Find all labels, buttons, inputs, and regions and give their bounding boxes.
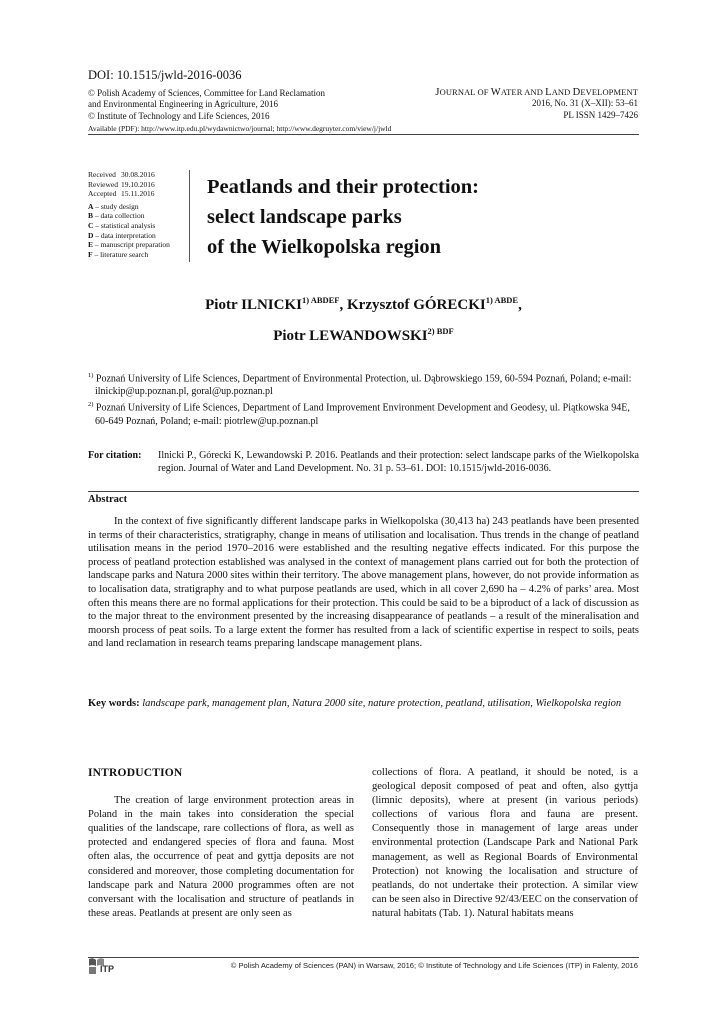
author-name: Krzysztof GÓRECKI (347, 297, 486, 313)
column-left (88, 766, 354, 921)
abstract-text: In the context of five significantly different landscape parks in Wielkopolska (30,413 ha) 243 peatlands have been presented in terms of their characteristics, stratigraphy, change in means of utilisation and localisation. Thus trends in the change of peatland utilisation means in the period 1970–2016 were established and the resulting negative effects indicated. For this purpose the process of peatland protection established was analysed in the context of management plans carried out for both the protection of landscape parks and Natura 2000 sites within their territory. The above management plans, however, do not provide information as to localisation data, stratigraphy and to what purpose peatlands are used, which in all cover 2,690 ha – 4.2% of parks’ area. Most often this means there are no formal applications for their protection. This could be said to be a biproduct of a lack of discussion as to the major threat to the environment presented by the increasing disappearance of peatlands – a result of the mineralisation and moorsh process of peat soils. To a large extent the former has resulted from a lack of scientific expertise in respect to soils, peats and land reclamation in research teams preparing landscape management plans. (88, 516, 639, 650)
contribution-item: C – statistical analysis (88, 220, 156, 230)
title-line: select landscape parks (207, 206, 402, 228)
affiliation: $^{2)}$ Poznań University of Life Sciences, Department of Land Improvement Environment Development and Geodesy, ul. Piątkowska 94E, 60-649 Poznań, Poland; e-mail: piotrlew@up.poznan.pl (88, 401, 630, 427)
keywords (88, 697, 639, 711)
author-list: Piotr $ILNICKI^{1) ABDEF}$, Krzysztof $GÓRECKI^{1) ABDE}$, Piotr $LEWANDOWSKI^{2) BDF}$ (205, 295, 522, 344)
meta-divider (189, 170, 190, 262)
keywords-label: Key words: (88, 698, 140, 709)
header-divider (88, 134, 639, 135)
contribution-item: A – study design (88, 201, 139, 211)
body-paragraph: collections of flora. A peatland, it should be noted, is a geological deposit composed of peat and often, also gyttja (limnic deposits), where at present (in various periods) collections of various flora and fauna are present. Consequently those in management of large areas under environmental protection (Landscape Park and National Park management, as well as Regional Boards of Environmental Protection) not knowing the localisation and structure of peatlands, do not undertake their protection. A similar view can be seen also in Directive 92/43/EEC on the conservation of natural habitats (Tab. 1). Natural habitats means (372, 767, 638, 919)
doi: DOI: 10.1515/jwld-2016-0036 (88, 68, 242, 82)
section-heading: INTRODUCTION (88, 767, 183, 779)
author-sup: 1) ABDE (485, 295, 519, 305)
article-dates (88, 170, 192, 259)
journal-issue: 2016, No. 31 (X–XII): 53–61 (532, 98, 638, 109)
journal-block (338, 87, 638, 121)
received-date: Received 30.08.2016 (88, 170, 155, 179)
citation-divider (88, 491, 639, 492)
paper-title (207, 172, 637, 262)
contribution-item: E – manuscript preparation (88, 240, 170, 250)
journal-issn: PL ISSN 1429–7426 (563, 109, 638, 120)
accepted-date: Accepted 15.11.2016 (88, 189, 155, 199)
copyright-line: © Institute of Technology and Life Sciences, 2016 (88, 110, 270, 121)
column-right (372, 766, 638, 921)
itp-logo (88, 956, 122, 978)
affiliations (88, 369, 639, 428)
body-paragraph: The creation of large environment protection areas in Poland in the main takes into consideration the special qualities of the landscape, rare collections of flora, as well as protected and endangered species of flora and fauna. Most often alas, the occurrence of peat and gyttja deposits are not considered and moreover, those completing documentation for landscape park and Natura 2000 programmes often are not conversant with the localisation and structure of peatlands in these areas. Peatlands at present are only seen as (88, 795, 354, 919)
title-line: of the Wielkopolska region (207, 236, 442, 258)
copyright-line: and Environmental Engineering in Agriculture, 2016 (88, 99, 278, 110)
citation-text: Ilnicki P., Górecki K, Lewandowski P. 2016. Peatlands and their protection: select landscape parks of the Wielkopolska region. Journal of Water and Land Development. No. 31 p. 53–61. DOI: 10.1515/jwld-2016-0036. (158, 450, 639, 475)
keywords-value: landscape park, management plan, Natura 2000 site, nature protection, peatland, utilisation, Wielkopolska region (142, 698, 622, 709)
affiliation: $^{1)}$ Poznań University of Life Sciences, Department of Environmental Protection, ul. Dąbrowskiego 159, 60-594 Poznań, Poland; e-mail: ilnickip@up.poznan.pl, goral@up.poznan.pl (88, 372, 632, 398)
author-sup: 1) ABDEF (301, 295, 340, 305)
contribution-item: B – data collection (88, 211, 145, 221)
citation-label: For citation: (88, 450, 142, 461)
footer-divider (88, 957, 639, 958)
itp-logo-text: ITP (100, 964, 115, 974)
citation (88, 449, 639, 476)
available-links: Available (PDF): http://www.itp.edu.pl/wydawnictwo/journal; http://www.degruyter.com/view/j/jwld (88, 124, 392, 133)
footer-copyright: © Polish Academy of Sciences (PAN) in Warsaw, 2016; © Institute of Technology and Life Sciences (ITP) in Falenty, 2016 (230, 961, 638, 970)
title-line: Peatlands and their protection: (207, 176, 480, 198)
author-name: Piotr ILNICKI (205, 297, 302, 313)
author-sup: 2) BDF (427, 326, 454, 336)
contribution-item: F – literature search (88, 249, 149, 259)
contribution-item: D – data interpretation (88, 230, 156, 240)
author-name: Piotr LEWANDOWSKI (273, 328, 428, 344)
journal-title: JOURNAL OF WATER AND LAND DEVELOPMENT (435, 87, 638, 98)
abstract-heading: Abstract (88, 494, 128, 505)
copyright-line: © Polish Academy of Sciences, Committee for Land Reclamation (88, 88, 326, 98)
reviewed-date: Reviewed 19.10.2016 (88, 179, 155, 189)
